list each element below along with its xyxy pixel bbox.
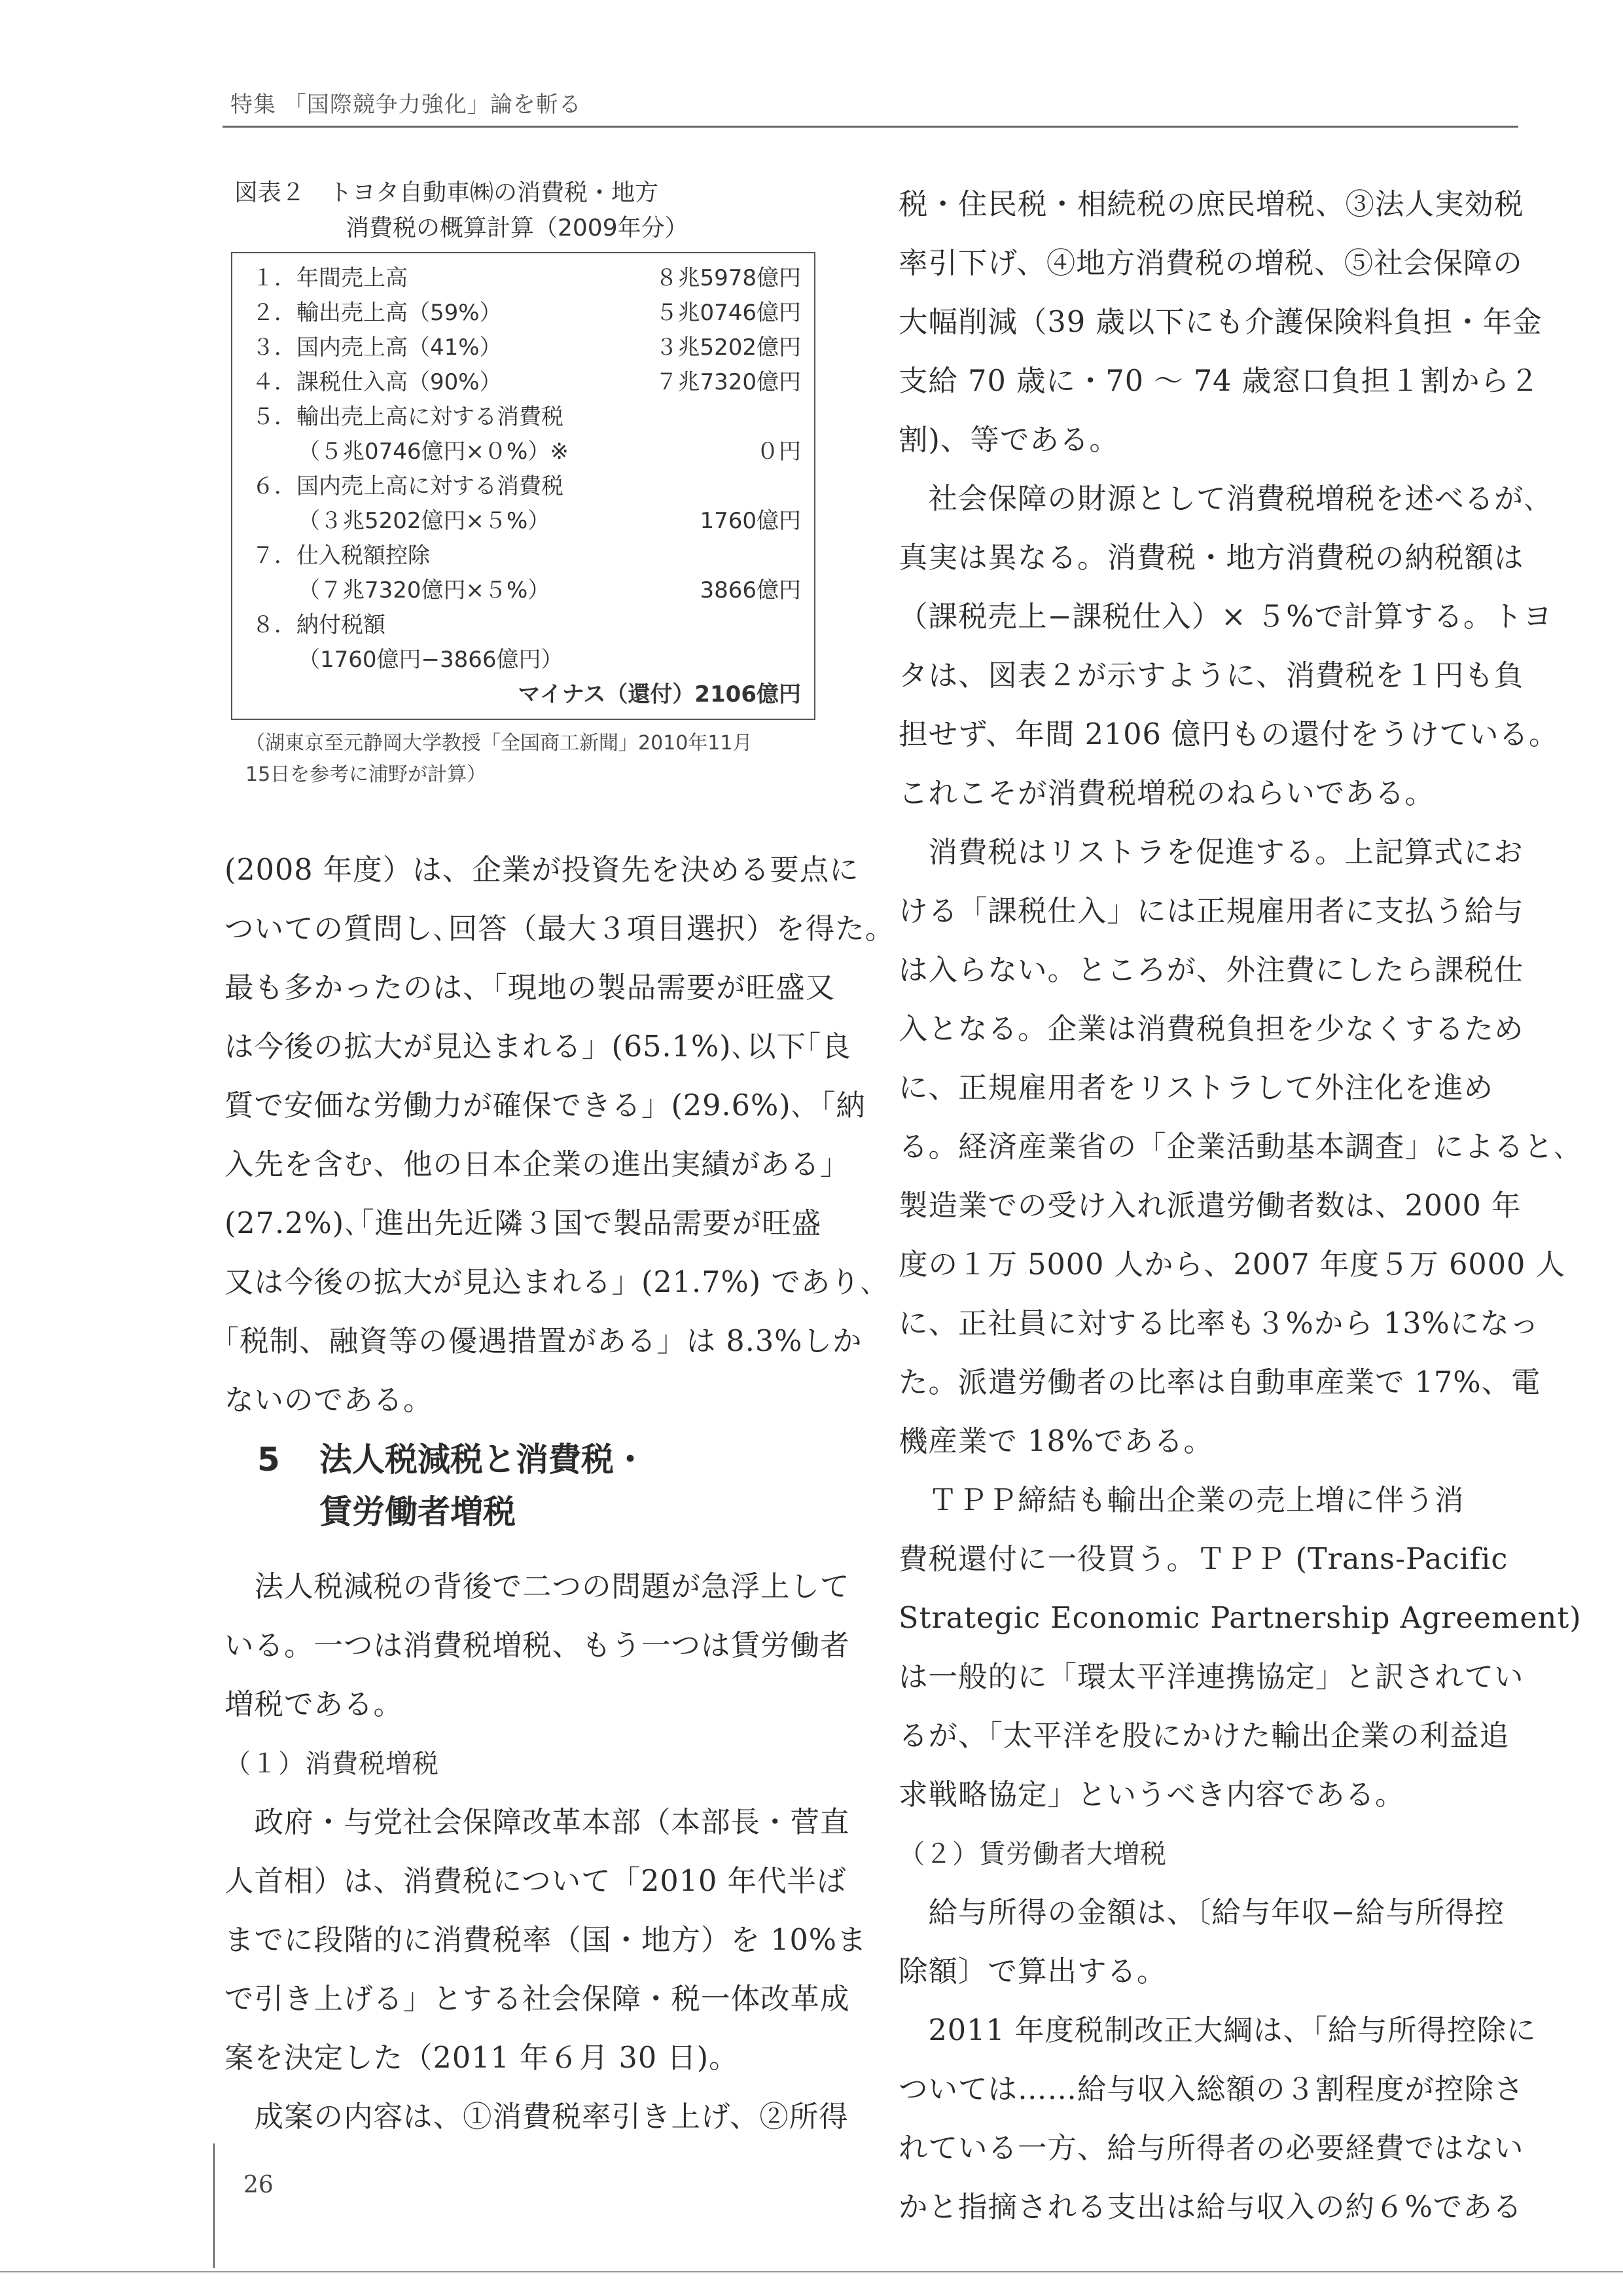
left-column-bottom xyxy=(224,1558,867,2147)
text-line: 求戦略協定」というべき内容である。 xyxy=(899,1778,1405,1812)
text-line: ける「課税仕入」には正規雇用者に支払う給与 xyxy=(899,895,1524,928)
text-line: タは、図表２が示すように、消費税を１円も負 xyxy=(899,659,1524,692)
section-number: 5 xyxy=(257,1441,280,1479)
figure-source-line2: 15日を参考に浦野が計算） xyxy=(245,763,487,786)
figure-row-value: 3866億円 xyxy=(700,577,801,603)
figure-row xyxy=(252,331,801,365)
figure-row xyxy=(252,573,801,607)
text-line: 大幅削減（39 歳以下にも介護保険料負担・年金 xyxy=(899,306,1543,339)
text-line: 又は今後の拡大が見込まれる」(21.7%) であり､ xyxy=(224,1266,876,1299)
figure-row-label: （1760億円−3866億円） xyxy=(298,647,563,673)
text-line: 率引下げ、④地方消費税の増税、⑤社会保障の xyxy=(899,247,1523,280)
text-line: これこそが消費税増税のねらいである。 xyxy=(899,777,1435,810)
text-line: ついては……給与収入総額の３割程度が控除さ xyxy=(899,2073,1524,2106)
text-line: いる。一つは消費税増税、もう一つは賃労働者 xyxy=(224,1629,850,1662)
figure-caption-line1: 図表２ トヨタ自動車㈱の消費税・地方 xyxy=(234,179,659,206)
figure-row xyxy=(252,365,801,399)
text-line: 社会保障の財源として消費税増税を述べるが､ xyxy=(899,482,1539,516)
text-line: 製造業での受け入れ派遣労働者数は、2000 年 xyxy=(899,1189,1522,1223)
figure-row-label: ４．課税仕入高（90%） xyxy=(252,369,502,395)
figure-row xyxy=(252,435,801,469)
figure-row-value: ８兆5978億円 xyxy=(655,265,801,291)
figure-row xyxy=(252,296,801,330)
figure-row-label: ５．輸出売上高に対する消費税 xyxy=(252,404,563,430)
left-column-top xyxy=(224,841,881,1430)
text-line: 費税還付に一役買う。ＴＰＰ (Trans-Pacific xyxy=(899,1543,1508,1576)
text-line: は一般的に「環太平洋連携協定」と訳されてい xyxy=(899,1660,1524,1694)
figure-row-label: （３兆5202億円×５%） xyxy=(298,508,550,534)
figure-row-value: マイナス（還付）2106億円 xyxy=(518,681,801,708)
right-column xyxy=(899,175,1582,2237)
text-line: は入らない。ところが、外注費にしたら課税仕 xyxy=(899,954,1524,987)
text-line: 人首相）は、消費税について「2010 年代半ば xyxy=(224,1865,847,1898)
text-line: るが、｢太平洋を股にかけた輸出企業の利益追 xyxy=(899,1719,1510,1753)
text-line: かと指摘される支出は給与収入の約６%である xyxy=(899,2191,1523,2224)
figure-table xyxy=(231,252,815,720)
figure-row xyxy=(252,608,801,642)
figure-row-label: ８．納付税額 xyxy=(252,612,385,638)
figure-row-value: ５兆0746億円 xyxy=(655,300,801,326)
figure-source xyxy=(245,728,753,791)
section-heading xyxy=(257,1433,647,1538)
text-line: 最も多かったのは、｢現地の製品需要が旺盛又 xyxy=(224,971,836,1005)
header-rule xyxy=(223,126,1518,128)
figure-caption xyxy=(234,175,688,246)
text-line: 担せず、年間 2106 億円もの還付をうけている。 xyxy=(899,718,1559,751)
figure-row-label: １．年間売上高 xyxy=(252,265,408,291)
text-line: る。経済産業省の「企業活動基本調査」によると､ xyxy=(899,1130,1569,1164)
figure-row-label: （７兆7320億円×５%） xyxy=(298,577,550,603)
text-line: 入となる。企業は消費税負担を少なくするため xyxy=(899,1013,1524,1046)
figure-row-value: 1760億円 xyxy=(700,508,801,534)
text-line: （１）消費税増税 xyxy=(224,1749,439,1779)
text-line: ついての質問し､回答（最大３項目選択）を得た｡ xyxy=(224,912,881,946)
figure-row xyxy=(252,469,801,503)
section-title-line2: 賃労働者増税 xyxy=(319,1493,516,1531)
figure-source-line1: （湖東京至元静岡大学教授「全国商工新聞」2010年11月 xyxy=(245,732,753,755)
text-line: た。派遣労働者の比率は自動車産業で 17%、電 xyxy=(899,1366,1541,1399)
text-line: ＴＰＰ締結も輸出企業の売上増に伴う消 xyxy=(899,1484,1465,1517)
figure-row-value: ０円 xyxy=(757,439,801,465)
text-line: 真実は異なる。消費税・地方消費税の納税額は xyxy=(899,541,1524,575)
text-line: （２）賃労働者大増税 xyxy=(899,1839,1167,1869)
text-line: (2008 年度）は、企業が投資先を決める要点に xyxy=(224,853,859,887)
text-line: 機産業で 18%である。 xyxy=(899,1425,1214,1458)
figure-row xyxy=(252,504,801,538)
text-line: 法人税減税の背後で二つの問題が急浮上して xyxy=(224,1570,850,1604)
text-line: Strategic Economic Partnership Agreement) xyxy=(899,1602,1582,1635)
text-line: 成案の内容は、①消費税率引き上げ、②所得 xyxy=(224,2100,849,2134)
text-line: までに段階的に消費税率（国・地方）を 10%ま xyxy=(224,1924,867,1957)
text-line: （課税売上−課税仕入）× ５%で計算する。トヨ xyxy=(899,600,1553,634)
footer-rule xyxy=(213,2144,215,2268)
figure-row xyxy=(252,677,801,711)
text-line: で引き上げる」とする社会保障・税一体改革成 xyxy=(224,1982,850,2016)
text-line: 消費税はリストラを促進する。上記算式にお xyxy=(899,836,1524,869)
figure-caption-line2: 消費税の概算計算（2009年分） xyxy=(346,215,688,242)
figure-row-label: ２．輸出売上高（59%） xyxy=(252,300,502,326)
text-line: 案を決定した（2011 年６月 30 日)。 xyxy=(224,2041,739,2075)
page-number: 26 xyxy=(243,2172,274,2198)
text-line: 除額〕で算出する。 xyxy=(899,1955,1167,1988)
text-line: 2011 年度税制改正大綱は、｢給与所得控除に xyxy=(899,2014,1537,2047)
text-line: 度の１万 5000 人から、2007 年度５万 6000 人 xyxy=(899,1248,1565,1282)
text-line: 質で安価な労働力が確保できる」(29.6%)､「納 xyxy=(224,1089,866,1122)
text-line: 支給 70 歳に・70 〜 74 歳窓口負担１割から２ xyxy=(899,365,1540,398)
text-line: 割)、等である。 xyxy=(899,423,1119,457)
figure-row-value: ７兆7320億円 xyxy=(655,369,801,395)
figure-row-label: ７．仕入税額控除 xyxy=(252,543,430,569)
figure-row-label: ６．国内売上高に対する消費税 xyxy=(252,473,563,499)
text-line: ないのである。 xyxy=(224,1384,433,1417)
text-line: 増税である。 xyxy=(224,1688,404,1721)
figure-row-value: ３兆5202億円 xyxy=(655,334,801,361)
text-line: (27.2%)､｢進出先近隣３国で製品需要が旺盛 xyxy=(224,1207,822,1240)
text-line: 給与所得の金額は、〔給与年収−給与所得控 xyxy=(899,1896,1505,1929)
figure-row xyxy=(252,539,801,573)
text-line: は今後の拡大が見込まれる」(65.1%)､以下｢良 xyxy=(224,1030,851,1064)
text-line: 税・住民税・相続税の庶民増税、③法人実効税 xyxy=(899,188,1524,221)
figure-row xyxy=(252,400,801,434)
figure-row-label: ３．国内売上高（41%） xyxy=(252,334,502,361)
figure-row xyxy=(252,643,801,677)
text-line: に、正社員に対する比率も３%から 13%になっ xyxy=(899,1307,1540,1340)
text-line: れている一方、給与所得者の必要経費ではない xyxy=(899,2132,1524,2165)
figure-row-label: （５兆0746億円×０%）※ xyxy=(298,439,569,465)
section-title-line1: 法人税減税と消費税・ xyxy=(319,1441,647,1479)
text-line: に、正規雇用者をリストラして外注化を進め xyxy=(899,1071,1494,1105)
text-line: ｢税制、融資等の優遇措置がある」は 8.3%しか xyxy=(224,1325,863,1358)
text-line: 入先を含む、他の日本企業の進出実績がある」 xyxy=(224,1148,850,1181)
figure-row xyxy=(252,261,801,295)
running-header: 特集 「国際競争力強化」論を斬る xyxy=(230,92,582,118)
page-bottom-rule xyxy=(0,2271,1623,2272)
text-line: 政府・与党社会保障改革本部（本部長・菅直 xyxy=(224,1806,850,1839)
